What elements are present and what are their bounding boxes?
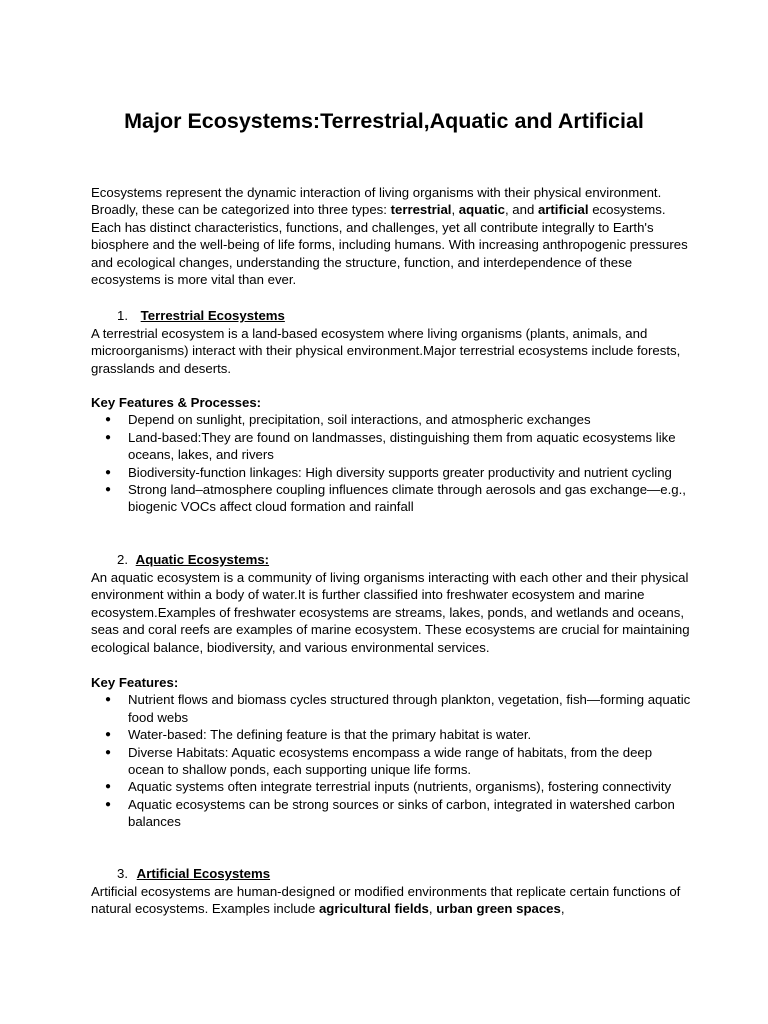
artificial-text: Artificial ecosystems are human-designed or modified environments that replicate certain functions of natural ecosystems. Examples include xyxy=(91,884,681,917)
list-item: ● Aquatic systems often integrate terrestrial inputs (nutrients, organisms), fostering connectivity xyxy=(91,778,691,795)
artificial-heading xyxy=(91,865,270,882)
aquatic-features xyxy=(91,674,691,831)
list-item: ● Nutrient flows and biomass cycles structured through plankton, vegetation, fish—forming aquatic food webs xyxy=(91,691,691,726)
intro-text: Ecosystems represent the dynamic interaction of living organisms with their physical environment. Broadly, these can be categorized into three types: xyxy=(91,185,662,218)
section-title: Aquatic Ecosystems: xyxy=(135,552,270,567)
section-title: Artificial Ecosystems xyxy=(136,866,271,881)
list-item: ● Water-based: The defining feature is that the primary habitat is water. xyxy=(91,726,691,743)
intro-bold-aquatic: aquatic xyxy=(458,202,505,218)
list-item: ● Depend on sunlight, precipitation, soil interactions, and atmospheric exchanges xyxy=(91,411,691,428)
section-number: 1. xyxy=(117,308,128,323)
aquatic-heading xyxy=(91,551,269,568)
artificial-bold-urban: urban green spaces xyxy=(436,901,561,917)
intro-text-end: ecosystems. Each has distinct characteristics, functions, and challenges, yet all contribute integrally to Earth's biosphere and the well-being of life forms, including humans. With increasing anthropogenic pressures and ecological changes, understanding the structure, function, and interdependence of these ecosystems is more vital than ever. xyxy=(91,202,688,288)
artificial-bold-agricultural: agricultural fields xyxy=(318,901,429,917)
artificial-sep: , xyxy=(428,901,437,917)
intro-paragraph xyxy=(91,184,691,288)
list-item: ● Strong land–atmosphere coupling influences climate through aerosols and gas exchange—e.g., biogenic VOCs affect cloud formation and rainfall xyxy=(91,481,691,516)
features-heading: Key Features & Processes: xyxy=(91,395,262,410)
intro-bold-artificial: artificial xyxy=(537,202,589,218)
terrestrial-feature-list xyxy=(91,411,691,515)
artificial-text-end: , xyxy=(560,901,565,917)
intro-sep: , xyxy=(451,202,459,218)
section-number: 3. xyxy=(117,866,128,881)
terrestrial-heading xyxy=(91,307,285,324)
artificial-body xyxy=(91,883,691,918)
section-title: Terrestrial Ecosystems xyxy=(140,308,285,323)
intro-sep: , and xyxy=(504,202,538,218)
aquatic-feature-list xyxy=(91,691,691,830)
list-item: ● Biodiversity-function linkages: High diversity supports greater productivity and nutrient cycling xyxy=(91,464,691,481)
list-item: ● Land-based:They are found on landmasses, distinguishing them from aquatic ecosystems like oceans, lakes, and rivers xyxy=(91,429,691,464)
aquatic-body xyxy=(91,569,691,656)
aquatic-paragraph: An aquatic ecosystem is a community of living organisms interacting with each other and their physical environment within a body of water.It is further classified into freshwater ecosystem and marine ecosystem.Examples of freshwater ecosystems are streams, lakes, ponds, and wetlands and oceans, seas and coral reefs are examples of marine ecosystem. These ecosystems are crucial for maintaining ecological balance, biodiversity, and various environmental services. xyxy=(91,570,690,655)
list-item: ● Diverse Habitats: Aquatic ecosystems encompass a wide range of habitats, from the deep ocean to shallow ponds, each supporting unique life forms. xyxy=(91,744,691,779)
section-number: 2. xyxy=(117,552,128,567)
features-heading: Key Features: xyxy=(91,675,179,690)
page-title: Major Ecosystems:Terrestrial,Aquatic and Artificial xyxy=(124,109,644,133)
intro-bold-terrestrial: terrestrial xyxy=(390,202,452,218)
list-item: ● Aquatic ecosystems can be strong sources or sinks of carbon, integrated in watershed carbon balances xyxy=(91,796,691,831)
terrestrial-body xyxy=(91,325,691,377)
terrestrial-paragraph: A terrestrial ecosystem is a land-based ecosystem where living organisms (plants, animals, and microorganisms) interact with their physical environment.Major terrestrial ecosystems include forests, grasslands and deserts. xyxy=(91,326,681,376)
terrestrial-features xyxy=(91,394,691,516)
